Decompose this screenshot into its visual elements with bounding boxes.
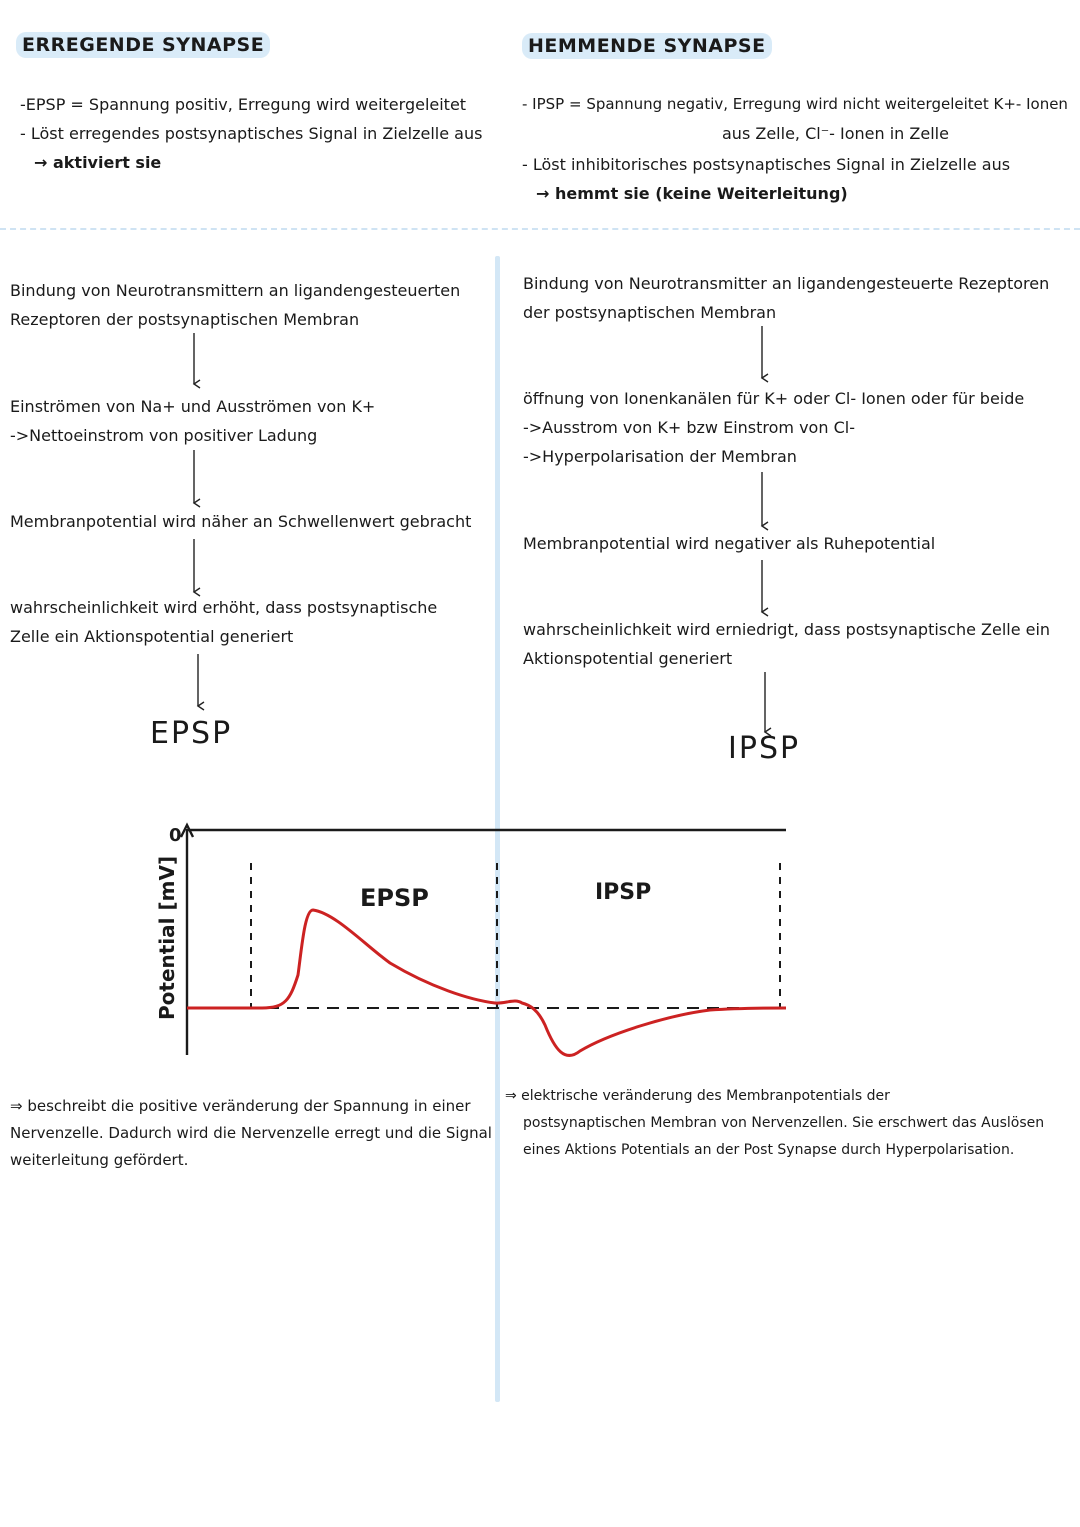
left-flow-step-3: Membranpotential wird näher an Schwellenwert gebracht (10, 512, 472, 531)
left-result: EPSP (150, 716, 233, 751)
left-heading: ERREGENDE SYNAPSE (16, 32, 270, 58)
right-intro-line-3: - Löst inhibitorisches postsynaptisches Signal in Zielzelle aus (522, 155, 1011, 174)
left-summary: ⇒ beschreibt die positive veränderung der Spannung in einer Nervenzelle. Dadurch wird die Nervenzelle erregt und die Signal weiterleitung gefördert. (10, 1097, 492, 1169)
left-flow-step-1: Bindung von Neurotransmittern an ligandengesteuerten Rezeptoren der postsynaptischen Membran (10, 281, 461, 329)
left-intro-line-3: → aktiviert sie (34, 153, 162, 172)
flow-arrows (0, 0, 1080, 760)
left-flow-step-2: Einströmen von Na+ und Ausströmen von K+ ->Nettoeinstrom von positiver Ladung (10, 397, 376, 445)
graph-epsp-label: EPSP (360, 884, 429, 912)
left-intro-line-1: -EPSP = Spannung positiv, Erregung wird weitergeleitet (20, 95, 467, 114)
graph-axes (181, 825, 786, 1055)
right-heading: HEMMENDE SYNAPSE (522, 33, 772, 59)
graph-y-axis-label: Potential [mV] (155, 855, 179, 1020)
right-intro-line-2: aus Zelle, Cl⁻- Ionen in Zelle (722, 124, 949, 143)
right-flow-step-1: Bindung von Neurotransmitter an ligandengesteuerte Rezeptoren der postsynaptischen Membran (523, 274, 1050, 322)
right-result: IPSP (728, 731, 801, 766)
right-intro-line-4: → hemmt sie (keine Weiterleitung) (536, 184, 848, 203)
potential-curve (187, 910, 786, 1056)
graph-zero-label: 0 (169, 825, 182, 846)
potential-graph (150, 815, 800, 1065)
right-summary: ⇒ elektrische veränderung des Membranpotentials der postsynaptischen Membran von Nervenzellen. Sie erschwert das Auslösen eines Aktions Potentials an der Post Synapse durch Hyperpolarisation. (505, 1088, 1045, 1158)
right-flow-step-2: öffnung von Ionenkanälen für K+ oder Cl- Ionen oder für beide ->Ausstrom von K+ bzw Einstrom von Cl- ->Hyperpolarisation der Membran (523, 389, 1025, 466)
graph-ipsp-label: IPSP (595, 880, 652, 905)
right-flow-step-3: Membranpotential wird negativer als Ruhepotential (523, 534, 936, 553)
graph-vertical-dividers (251, 863, 780, 1008)
left-flow-step-4: wahrscheinlichkeit wird erhöht, dass postsynaptische Zelle ein Aktionspotential generiert (10, 598, 438, 646)
right-intro-line-1: - IPSP = Spannung negativ, Erregung wird nicht weitergeleitet K+- Ionen (522, 95, 1068, 113)
left-intro-line-2: - Löst erregendes postsynaptisches Signal in Zielzelle aus (20, 124, 483, 143)
right-flow-step-4: wahrscheinlichkeit wird erniedrigt, dass postsynaptische Zelle ein Aktionspotential generiert (523, 620, 1051, 668)
